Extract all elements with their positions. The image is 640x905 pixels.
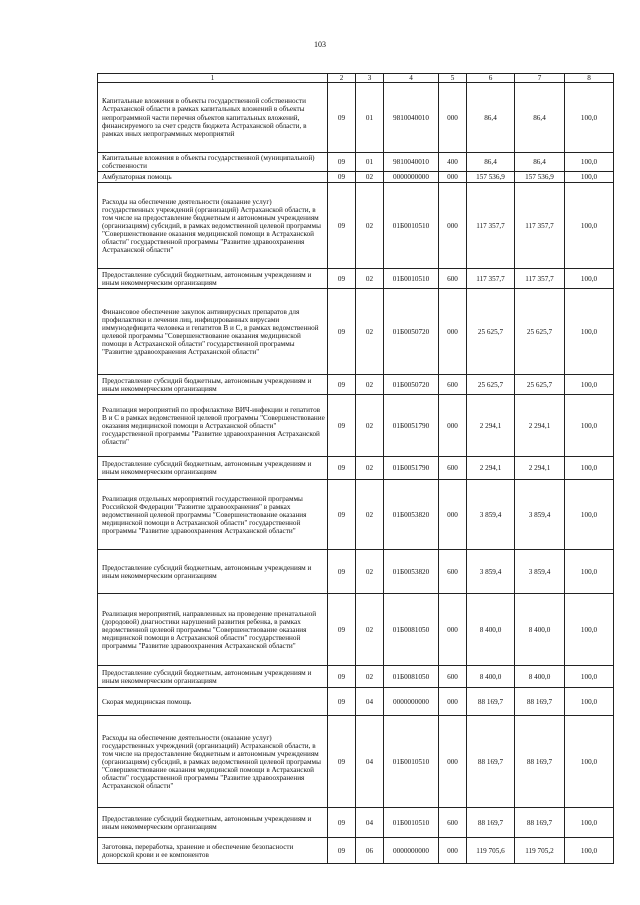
cell-section: 09 <box>328 289 356 375</box>
cell-expense-type: 000 <box>439 172 467 183</box>
cell-amount-actual: 25 625,7 <box>515 375 565 395</box>
cell-section: 09 <box>328 375 356 395</box>
table-row <box>98 480 614 550</box>
cell-expense-type: 000 <box>439 83 467 153</box>
cell-percent: 100,0 <box>565 480 614 550</box>
cell-target-article: 01Б0010510 <box>384 716 439 808</box>
table-row <box>98 688 614 716</box>
cell-subsection: 02 <box>356 457 384 480</box>
cell-amount-actual: 3 859,4 <box>515 480 565 550</box>
cell-section: 09 <box>328 457 356 480</box>
cell-subsection: 02 <box>356 289 384 375</box>
cell-section: 09 <box>328 666 356 688</box>
cell-expense-type: 000 <box>439 838 467 864</box>
cell-target-article: 01Б0081050 <box>384 594 439 666</box>
cell-percent: 100,0 <box>565 666 614 688</box>
cell-section: 09 <box>328 594 356 666</box>
row-name: Заготовка, переработка, хранение и обеспечение безопасности донорской крови и ее компонентов <box>98 838 328 864</box>
cell-target-article: 9810040010 <box>384 153 439 172</box>
cell-amount-plan: 25 625,7 <box>467 375 515 395</box>
cell-expense-type: 000 <box>439 395 467 457</box>
cell-percent: 100,0 <box>565 395 614 457</box>
cell-amount-plan: 86,4 <box>467 153 515 172</box>
cell-subsection: 04 <box>356 688 384 716</box>
row-name: Реализация отдельных мероприятий государственной программы Российской Федерации "Развитие здравоохранения" в рамках ведомственной целевой программы "Совершенствование оказания медицинской помощи в Астраханской области" государственной программы "Развитие здравоохранения Астраханской области" <box>98 480 328 550</box>
cell-expense-type: 600 <box>439 375 467 395</box>
cell-percent: 100,0 <box>565 172 614 183</box>
cell-expense-type: 600 <box>439 808 467 838</box>
cell-subsection: 02 <box>356 395 384 457</box>
cell-percent: 100,0 <box>565 153 614 172</box>
row-name: Расходы на обеспечение деятельности (оказание услуг) государственных учреждений (организаций) Астраханской области, в том числе на предоставление бюджетным и автономным учреждениям (организациям) субсидий, в рамках ведомственной целевой программы "Совершенствование оказания медицинской помощи в Астраханской области" государственной программы "Развитие здравоохранения Астраханской области" <box>98 183 328 269</box>
cell-amount-plan: 8 400,0 <box>467 594 515 666</box>
table-row <box>98 289 614 375</box>
cell-target-article: 01Б0051790 <box>384 395 439 457</box>
cell-expense-type: 000 <box>439 289 467 375</box>
table-row <box>98 183 614 269</box>
row-name: Финансовое обеспечение закупок антивирусных препаратов для профилактики и лечения лиц, инфицированных вирусами иммунодефицита человека и гепатитов В и С, в рамках ведомственной целевой программы "Совершенствование оказания медицинской помощи в Астраханской области" государственной программы "Развитие здравоохранения Астраханской области" <box>98 289 328 375</box>
table-row <box>98 716 614 808</box>
cell-amount-actual: 88 169,7 <box>515 716 565 808</box>
column-header: 2 <box>328 74 356 83</box>
cell-amount-actual: 8 400,0 <box>515 594 565 666</box>
cell-target-article: 01Б0050720 <box>384 375 439 395</box>
cell-percent: 100,0 <box>565 716 614 808</box>
cell-percent: 100,0 <box>565 457 614 480</box>
cell-amount-actual: 8 400,0 <box>515 666 565 688</box>
table-row <box>98 269 614 289</box>
row-name: Капитальные вложения в объекты государственной собственности Астраханской области в рамках капитальных вложений в объекты непрограммной части перечня объектов капитальных вложений, финансируемого за счет средств бюджета Астраханской области, в рамках иных непрограммных мероприятий <box>98 83 328 153</box>
cell-amount-plan: 3 859,4 <box>467 550 515 594</box>
table-row <box>98 594 614 666</box>
cell-section: 09 <box>328 688 356 716</box>
column-header: 8 <box>565 74 614 83</box>
cell-percent: 100,0 <box>565 375 614 395</box>
row-name: Реализация мероприятий по профилактике ВИЧ-инфекции и гепатитов В и С в рамках ведомственной целевой программы "Совершенствование оказания медицинской помощи в Астраханской области" государственной программы "Развитие здравоохранения Астраханской области" <box>98 395 328 457</box>
cell-expense-type: 600 <box>439 269 467 289</box>
cell-expense-type: 400 <box>439 153 467 172</box>
cell-expense-type: 000 <box>439 183 467 269</box>
cell-amount-plan: 117 357,7 <box>467 269 515 289</box>
row-name: Капитальные вложения в объекты государственной (муниципальной) собственности <box>98 153 328 172</box>
cell-target-article: 0000000000 <box>384 688 439 716</box>
row-name: Скорая медицинская помощь <box>98 688 328 716</box>
cell-percent: 100,0 <box>565 269 614 289</box>
cell-expense-type: 000 <box>439 688 467 716</box>
cell-amount-plan: 86,4 <box>467 83 515 153</box>
cell-amount-actual: 86,4 <box>515 83 565 153</box>
table-row <box>98 666 614 688</box>
cell-target-article: 0000000000 <box>384 172 439 183</box>
cell-percent: 100,0 <box>565 688 614 716</box>
cell-amount-plan: 119 705,6 <box>467 838 515 864</box>
table-row <box>98 153 614 172</box>
cell-subsection: 06 <box>356 838 384 864</box>
row-name: Предоставление субсидий бюджетным, автономным учреждениям и иным некоммерческим организациям <box>98 550 328 594</box>
row-name: Предоставление субсидий бюджетным, автономным учреждениям и иным некоммерческим организациям <box>98 666 328 688</box>
row-name: Предоставление субсидий бюджетным, автономным учреждениям и иным некоммерческим организациям <box>98 269 328 289</box>
cell-section: 09 <box>328 269 356 289</box>
cell-target-article: 01Б0050720 <box>384 289 439 375</box>
cell-amount-plan: 88 169,7 <box>467 808 515 838</box>
column-header: 4 <box>384 74 439 83</box>
cell-subsection: 01 <box>356 153 384 172</box>
row-name: Предоставление субсидий бюджетным, автономным учреждениям и иным некоммерческим организациям <box>98 457 328 480</box>
column-header: 3 <box>356 74 384 83</box>
table-row <box>98 808 614 838</box>
cell-section: 09 <box>328 172 356 183</box>
cell-amount-actual: 119 705,2 <box>515 838 565 864</box>
cell-subsection: 04 <box>356 808 384 838</box>
cell-amount-plan: 3 859,4 <box>467 480 515 550</box>
cell-target-article: 01Б0010510 <box>384 269 439 289</box>
cell-amount-actual: 117 357,7 <box>515 269 565 289</box>
cell-amount-actual: 2 294,1 <box>515 457 565 480</box>
cell-section: 09 <box>328 808 356 838</box>
page-number: 103 <box>314 40 326 49</box>
cell-amount-plan: 157 536,9 <box>467 172 515 183</box>
cell-percent: 100,0 <box>565 838 614 864</box>
cell-subsection: 02 <box>356 375 384 395</box>
cell-amount-actual: 117 357,7 <box>515 183 565 269</box>
table-row <box>98 457 614 480</box>
cell-section: 09 <box>328 480 356 550</box>
column-header: 5 <box>439 74 467 83</box>
cell-amount-actual: 86,4 <box>515 153 565 172</box>
cell-subsection: 02 <box>356 269 384 289</box>
cell-section: 09 <box>328 395 356 457</box>
cell-subsection: 02 <box>356 666 384 688</box>
cell-target-article: 0000000000 <box>384 838 439 864</box>
cell-percent: 100,0 <box>565 550 614 594</box>
cell-amount-plan: 2 294,1 <box>467 457 515 480</box>
cell-section: 09 <box>328 183 356 269</box>
table-row <box>98 83 614 153</box>
table-row <box>98 395 614 457</box>
budget-table <box>97 73 614 864</box>
cell-section: 09 <box>328 83 356 153</box>
table-header-row <box>98 74 614 83</box>
cell-section: 09 <box>328 716 356 808</box>
row-name: Реализация мероприятий, направленных на проведение пренатальной (дородовой) диагностики нарушений развития ребенка, в рамках ведомственной целевой программы "Совершенствование оказания медицинской помощи в Астраханской области" государственной программы "Развитие здравоохранения Астраханской области" <box>98 594 328 666</box>
cell-amount-actual: 157 536,9 <box>515 172 565 183</box>
table-row <box>98 375 614 395</box>
cell-amount-plan: 117 357,7 <box>467 183 515 269</box>
row-name: Предоставление субсидий бюджетным, автономным учреждениям и иным некоммерческим организациям <box>98 375 328 395</box>
table-row <box>98 838 614 864</box>
cell-section: 09 <box>328 838 356 864</box>
column-header: 6 <box>467 74 515 83</box>
cell-subsection: 02 <box>356 550 384 594</box>
column-header: 7 <box>515 74 565 83</box>
cell-expense-type: 600 <box>439 550 467 594</box>
cell-amount-actual: 88 169,7 <box>515 688 565 716</box>
cell-subsection: 02 <box>356 172 384 183</box>
cell-expense-type: 000 <box>439 594 467 666</box>
cell-target-article: 01Б0081050 <box>384 666 439 688</box>
cell-subsection: 02 <box>356 594 384 666</box>
table-row <box>98 172 614 183</box>
cell-section: 09 <box>328 153 356 172</box>
cell-target-article: 01Б0010510 <box>384 808 439 838</box>
table-row <box>98 550 614 594</box>
cell-amount-actual: 88 169,7 <box>515 808 565 838</box>
cell-subsection: 02 <box>356 480 384 550</box>
cell-subsection: 02 <box>356 183 384 269</box>
cell-target-article: 9810040010 <box>384 83 439 153</box>
cell-target-article: 01Б0053820 <box>384 480 439 550</box>
cell-target-article: 01Б0053820 <box>384 550 439 594</box>
cell-expense-type: 000 <box>439 716 467 808</box>
cell-percent: 100,0 <box>565 183 614 269</box>
cell-percent: 100,0 <box>565 594 614 666</box>
cell-amount-plan: 25 625,7 <box>467 289 515 375</box>
cell-expense-type: 600 <box>439 457 467 480</box>
cell-amount-plan: 88 169,7 <box>467 688 515 716</box>
cell-percent: 100,0 <box>565 808 614 838</box>
cell-percent: 100,0 <box>565 83 614 153</box>
column-header: 1 <box>98 74 328 83</box>
row-name: Предоставление субсидий бюджетным, автономным учреждениям и иным некоммерческим организациям <box>98 808 328 838</box>
cell-subsection: 04 <box>356 716 384 808</box>
cell-amount-plan: 2 294,1 <box>467 395 515 457</box>
cell-section: 09 <box>328 550 356 594</box>
cell-amount-actual: 3 859,4 <box>515 550 565 594</box>
cell-target-article: 01Б0051790 <box>384 457 439 480</box>
cell-expense-type: 600 <box>439 666 467 688</box>
cell-subsection: 01 <box>356 83 384 153</box>
cell-amount-plan: 88 169,7 <box>467 716 515 808</box>
row-name: Расходы на обеспечение деятельности (оказание услуг) государственных учреждений (организаций) Астраханской области, в том числе на предоставление бюджетным и автономным учреждениям (организациям) субсидий, в рамках ведомственной целевой программы "Совершенствование оказания медицинской помощи в Астраханской области" государственной программы "Развитие здравоохранения Астраханской области" <box>98 716 328 808</box>
cell-amount-actual: 2 294,1 <box>515 395 565 457</box>
cell-percent: 100,0 <box>565 289 614 375</box>
cell-amount-plan: 8 400,0 <box>467 666 515 688</box>
cell-amount-actual: 25 625,7 <box>515 289 565 375</box>
row-name: Амбулаторная помощь <box>98 172 328 183</box>
cell-target-article: 01Б0010510 <box>384 183 439 269</box>
cell-expense-type: 000 <box>439 480 467 550</box>
